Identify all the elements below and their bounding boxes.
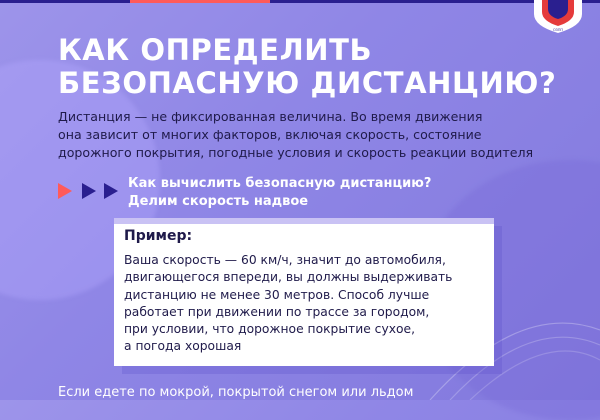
question-block bbox=[128, 175, 578, 211]
page-title: КАК ОПРЕДЕЛИТЬ БЕЗОПАСНУЮ ДИСТАНЦИЮ? bbox=[58, 33, 557, 100]
intro-text: Дистанция — не фиксированная величина. Во время движения она зависит от многих факторов, включая скорость, состояние дорожного покрытия, погодные условия и скорость реакции водителя bbox=[58, 109, 534, 160]
example-card-topbar bbox=[114, 218, 494, 224]
footer-partial-text: Если едете по мокрой, покрытой снегом или льдом bbox=[58, 385, 414, 400]
question-line: Делим скорость надвое bbox=[128, 194, 309, 209]
arrow-triangle-red-icon bbox=[58, 183, 72, 199]
question-line: Как вычислить безопасную дистанцию? bbox=[128, 176, 432, 191]
arrow-triangles bbox=[58, 180, 122, 202]
logo-shield-icon bbox=[524, 0, 592, 34]
arrow-triangle-navy-icon bbox=[82, 183, 96, 199]
example-title: Пример: bbox=[124, 228, 193, 244]
example-body: Ваша скорость — 60 км/ч, значит до автомобиля, двигающегося впереди, вы должны выдерживать дистанцию не менее 30 метров. Способ лучше работает при движении по трассе за городом, при условии, что дорожное покрытие сухое, а погода хорошая bbox=[124, 253, 453, 354]
arrow-triangle-navy-icon bbox=[104, 183, 118, 199]
logo-text: ОЗПП bbox=[553, 28, 563, 32]
